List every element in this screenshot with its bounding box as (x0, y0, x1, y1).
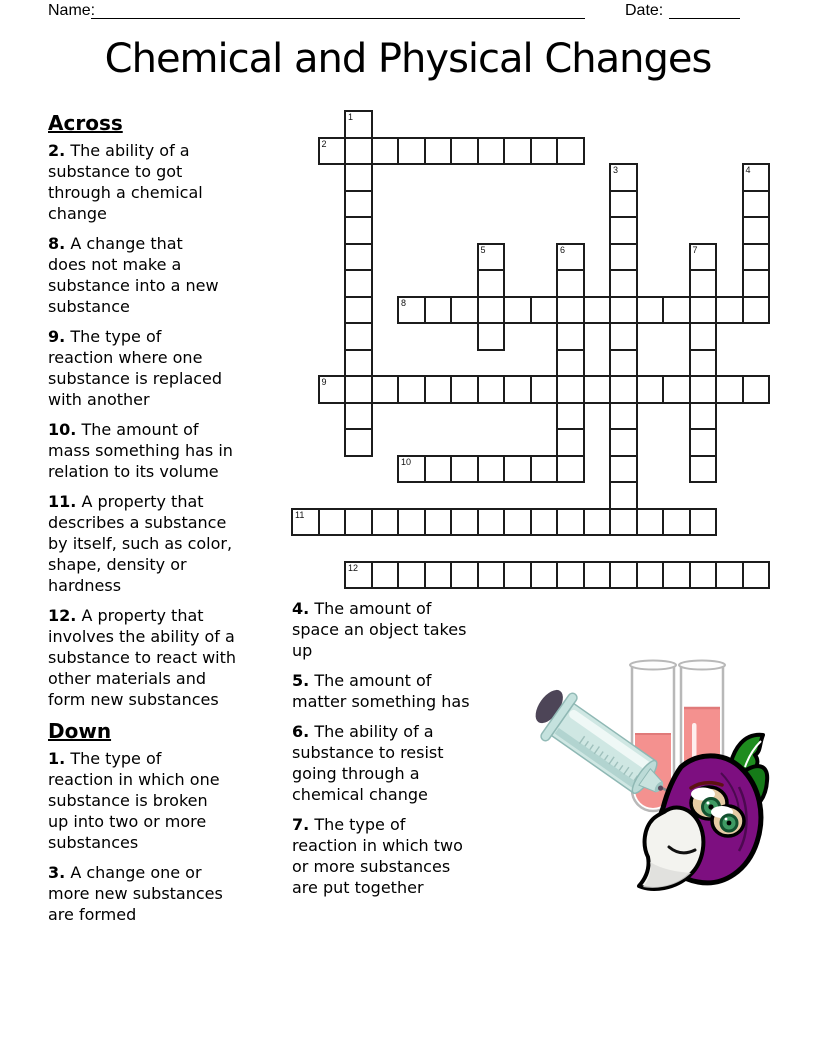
answer-cell[interactable] (344, 137, 373, 166)
answer-cell[interactable] (662, 296, 691, 325)
answer-cell[interactable] (477, 561, 506, 590)
chemistry-clipart (523, 651, 773, 894)
clue-text: The type of reaction in which two or more substances are put together (292, 815, 463, 897)
grid-clue-number: 11 (295, 509, 305, 520)
answer-cell[interactable] (689, 508, 718, 537)
clue-text: The type of reaction where one substance is replaced with another (48, 327, 223, 409)
clue-item (292, 598, 470, 661)
answer-cell[interactable] (636, 375, 665, 404)
answer-cell[interactable] (742, 243, 771, 272)
clue-column-left (48, 111, 263, 934)
down-clue-list-part2 (292, 598, 507, 898)
answer-cell[interactable] (371, 508, 400, 537)
answer-cell[interactable] (477, 455, 506, 484)
clue-number: 12 . (48, 606, 76, 625)
answer-cell[interactable] (583, 561, 612, 590)
answer-cell[interactable] (450, 508, 479, 537)
answer-cell[interactable] (397, 561, 426, 590)
answer-cell[interactable] (371, 137, 400, 166)
clue-text: The ability of a substance to got through a chemical change (48, 141, 203, 223)
clue-number: 3 . (48, 863, 65, 882)
clue-text: A change that does not make a substance into a new substance (48, 234, 219, 316)
answer-cell[interactable] (556, 296, 585, 325)
answer-cell[interactable] (344, 375, 373, 404)
answer-cell[interactable] (318, 137, 347, 166)
clue-text: The ability of a substance to resist going through a chemical change (292, 722, 444, 804)
answer-cell[interactable] (344, 269, 373, 298)
down-clue-list-part1 (48, 748, 263, 925)
grid-clue-number: 5 (480, 244, 486, 255)
answer-cell[interactable] (477, 269, 506, 298)
answer-cell[interactable] (424, 455, 453, 484)
answer-cell[interactable] (662, 508, 691, 537)
answer-cell[interactable] (477, 375, 506, 404)
answer-cell[interactable] (583, 375, 612, 404)
grid-clue-number: 10 (401, 456, 412, 467)
page-title: Chemical and Physical Changes (104, 36, 712, 82)
answer-cell[interactable] (609, 163, 638, 192)
answer-cell[interactable] (397, 455, 426, 484)
answer-cell[interactable] (689, 322, 718, 351)
clue-number: 2 . (48, 141, 65, 160)
clue-item (48, 491, 240, 596)
clue-text: A property that involves the ability of a substance to react with other materials and form new substances (48, 606, 237, 709)
answer-cell[interactable] (742, 216, 771, 245)
answer-cell[interactable] (636, 296, 665, 325)
answer-cell[interactable] (636, 508, 665, 537)
clue-item (292, 814, 470, 898)
down-heading: Down (48, 719, 112, 743)
answer-cell[interactable] (609, 402, 638, 431)
answer-cell[interactable] (344, 561, 373, 590)
answer-cell[interactable] (344, 508, 373, 537)
answer-cell[interactable] (477, 296, 506, 325)
answer-cell[interactable] (609, 349, 638, 378)
answer-cell[interactable] (344, 296, 373, 325)
answer-cell[interactable] (689, 243, 718, 272)
answer-cell[interactable] (609, 190, 638, 219)
clue-number: 9 . (48, 327, 65, 346)
answer-cell[interactable] (609, 481, 638, 510)
answer-cell[interactable] (450, 375, 479, 404)
clue-text: A change one or more new substances are formed (48, 863, 223, 924)
answer-cell[interactable] (609, 455, 638, 484)
answer-cell[interactable] (636, 561, 665, 590)
answer-cell[interactable] (583, 296, 612, 325)
answer-cell[interactable] (503, 508, 532, 537)
answer-cell[interactable] (556, 508, 585, 537)
answer-cell[interactable] (715, 375, 744, 404)
answer-cell[interactable] (503, 137, 532, 166)
answer-cell[interactable] (609, 428, 638, 457)
answer-cell[interactable] (450, 561, 479, 590)
answer-cell[interactable] (689, 561, 718, 590)
answer-cell[interactable] (503, 296, 532, 325)
answer-cell[interactable] (371, 561, 400, 590)
answer-cell[interactable] (344, 163, 373, 192)
answer-cell[interactable] (609, 561, 638, 590)
answer-cell[interactable] (556, 269, 585, 298)
answer-cell[interactable] (556, 322, 585, 351)
date-input-line[interactable] (669, 1, 740, 19)
answer-cell[interactable] (344, 349, 373, 378)
clue-number: 4 . (292, 599, 309, 618)
grid-clue-number: 12 (348, 562, 359, 573)
name-label: Name: (48, 2, 96, 19)
answer-cell[interactable] (424, 508, 453, 537)
answer-cell[interactable] (371, 375, 400, 404)
answer-cell[interactable] (344, 322, 373, 351)
answer-cell[interactable] (477, 322, 506, 351)
clue-item (292, 670, 470, 712)
clue-number: 10 . (48, 420, 76, 439)
clue-item (292, 721, 470, 805)
clue-number: 8 . (48, 234, 65, 253)
grid-clue-number: 4 (745, 165, 751, 175)
answer-cell[interactable] (742, 375, 771, 404)
answer-cell[interactable] (530, 375, 559, 404)
answer-cell[interactable] (477, 508, 506, 537)
answer-cell[interactable] (689, 428, 718, 457)
answer-cell[interactable] (530, 455, 559, 484)
answer-cell[interactable] (424, 296, 453, 325)
answer-cell[interactable] (689, 296, 718, 325)
answer-cell[interactable] (397, 375, 426, 404)
answer-cell[interactable] (477, 137, 506, 166)
clue-number: 1 . (48, 749, 65, 768)
clue-item (48, 140, 240, 224)
clue-text: A property that describes a substance by itself, such as color, shape, density or hardness (48, 492, 233, 595)
answer-cell[interactable] (556, 561, 585, 590)
answer-cell[interactable] (689, 349, 718, 378)
answer-cell[interactable] (556, 375, 585, 404)
answer-cell[interactable] (424, 561, 453, 590)
answer-cell[interactable] (344, 190, 373, 219)
answer-cell[interactable] (424, 137, 453, 166)
clue-number: 6 . (292, 722, 309, 741)
answer-cell[interactable] (662, 375, 691, 404)
answer-cell[interactable] (556, 243, 585, 272)
answer-cell[interactable] (530, 296, 559, 325)
answer-cell[interactable] (397, 137, 426, 166)
name-input-line[interactable] (91, 1, 585, 19)
across-heading: Across (48, 111, 123, 135)
clue-item (48, 419, 239, 482)
answer-cell[interactable] (556, 455, 585, 484)
answer-cell[interactable] (583, 508, 612, 537)
answer-cell[interactable] (556, 349, 585, 378)
answer-cell[interactable] (397, 508, 426, 537)
answer-cell[interactable] (503, 375, 532, 404)
clue-item (48, 605, 240, 710)
answer-cell[interactable] (609, 296, 638, 325)
answer-cell[interactable] (477, 243, 506, 272)
answer-cell[interactable] (450, 137, 479, 166)
answer-cell[interactable] (424, 375, 453, 404)
answer-cell[interactable] (450, 296, 479, 325)
clue-item (48, 748, 224, 853)
grid-clue-number: 6 (560, 244, 566, 255)
answer-cell[interactable] (344, 110, 373, 139)
clue-text: The type of reaction in which one substance is broken up into two or more substances (48, 749, 220, 852)
answer-cell[interactable] (689, 402, 718, 431)
answer-cell[interactable] (715, 561, 744, 590)
answer-cell[interactable] (344, 428, 373, 457)
answer-cell[interactable] (689, 455, 718, 484)
answer-cell[interactable] (397, 296, 426, 325)
answer-cell[interactable] (609, 508, 638, 537)
answer-cell[interactable] (556, 428, 585, 457)
clue-text: The amount of matter something has (292, 671, 470, 711)
answer-cell[interactable] (318, 375, 347, 404)
clue-number: 11 . (48, 492, 76, 511)
answer-cell[interactable] (503, 455, 532, 484)
answer-cell[interactable] (715, 296, 744, 325)
answer-cell[interactable] (742, 561, 771, 590)
grid-clue-number: 2 (321, 138, 327, 149)
clue-item (48, 233, 222, 317)
answer-cell[interactable] (344, 243, 373, 272)
clue-item (48, 862, 224, 925)
answer-cell[interactable] (742, 190, 771, 219)
clue-text: The amount of space an object takes up (292, 599, 467, 660)
answer-cell[interactable] (530, 561, 559, 590)
answer-cell[interactable] (450, 455, 479, 484)
answer-cell[interactable] (344, 402, 373, 431)
answer-cell[interactable] (609, 216, 638, 245)
answer-cell[interactable] (689, 375, 718, 404)
answer-cell[interactable] (344, 216, 373, 245)
grid-clue-number: 7 (692, 244, 698, 255)
grid-clue-number: 9 (321, 377, 327, 387)
clue-item (48, 326, 224, 410)
answer-cell[interactable] (503, 561, 532, 590)
answer-cell[interactable] (530, 137, 559, 166)
answer-cell[interactable] (742, 296, 771, 325)
answer-cell[interactable] (318, 508, 347, 537)
answer-cell[interactable] (556, 402, 585, 431)
answer-cell[interactable] (662, 561, 691, 590)
grid-clue-number: 8 (401, 297, 407, 308)
date-label: Date: (625, 2, 664, 19)
answer-cell[interactable] (556, 137, 585, 166)
answer-cell[interactable] (291, 508, 320, 537)
answer-cell[interactable] (609, 269, 638, 298)
clue-number: 7 . (292, 815, 309, 834)
answer-cell[interactable] (742, 269, 771, 298)
clue-text: The amount of mass something has in relation to its volume (48, 420, 233, 481)
grid-clue-number: 3 (613, 165, 619, 175)
answer-cell[interactable] (609, 375, 638, 404)
across-clue-list (48, 140, 263, 710)
answer-cell[interactable] (530, 508, 559, 537)
grid-clue-number: 1 (348, 112, 354, 122)
answer-cell[interactable] (742, 163, 771, 192)
answer-cell[interactable] (609, 322, 638, 351)
clue-number: 5 . (292, 671, 309, 690)
clue-column-middle (292, 598, 507, 907)
answer-cell[interactable] (609, 243, 638, 272)
answer-cell[interactable] (689, 269, 718, 298)
